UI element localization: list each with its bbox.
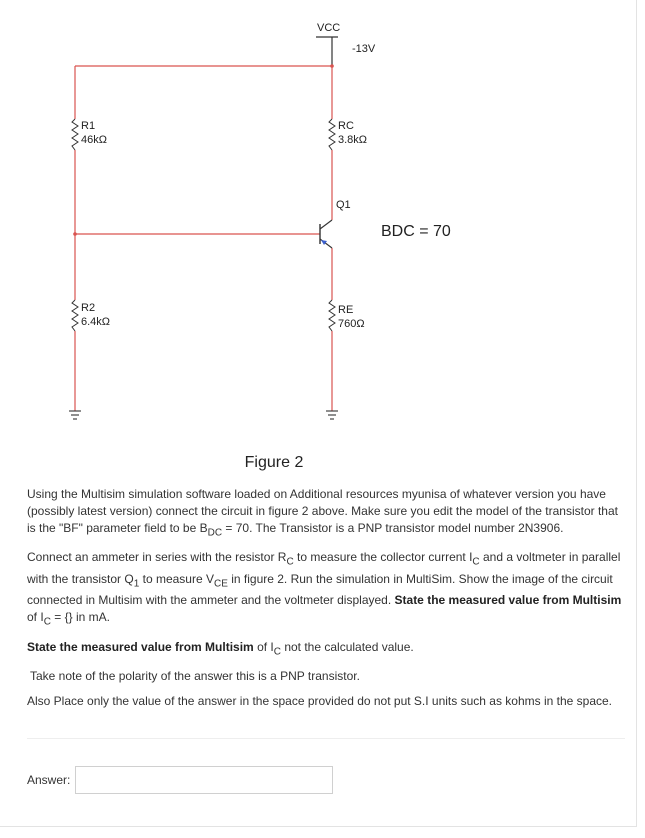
answer-label: Answer: [27, 773, 71, 787]
paragraph-units-note: Also Place only the value of the answer in the space provided do not put S.I units such as kohms in the space. [27, 693, 613, 708]
paragraph-measurement: Connect an ammeter in series with the resistor $R_C$ to measure the collector current $I_C$ and a voltmeter in parallel with the transistor $Q_1$ to measure $V_{CE}$ in figure 2. Run the simulation in MultiSim. Show the image of the circuit connected in Multisim with the ammeter and the voltmeter displayed. State the measured value from Multisim of $I_C$ = {} in mA. [27, 550, 622, 628]
re-value: 760Ω [338, 318, 365, 330]
rc-resistor [329, 119, 335, 150]
re-name: RE [338, 304, 354, 316]
answer-input[interactable] [75, 766, 333, 794]
paragraph-polarity-note: Take note of the polarity of the answer this is a PNP transistor. [30, 668, 360, 683]
vcc-value: -13V [352, 43, 376, 55]
vcc-label: VCC [317, 22, 341, 34]
question-text [27, 486, 627, 718]
r1-name: R1 [81, 120, 96, 132]
ground-icon [69, 411, 81, 419]
paragraph-instructions: Using the Multisim simulation software loaded on Additional resources myunisa of whatever version you have (possibly latest version) connect the circuit in figure 2 above. Make sure you edit the model of the transistor that is the "BF" parameter field to be $B_{DC} = 70$. The Transistor is a PNP transistor model number 2N3906. [27, 487, 618, 539]
figure-caption: Figure 2 [244, 454, 304, 471]
r2-name: R2 [81, 302, 96, 314]
ground-icon [326, 411, 338, 419]
re-resistor [329, 300, 335, 331]
q1-name: Q1 [336, 199, 351, 211]
r2-resistor [72, 300, 78, 331]
bdc-label: BDC = 70 [381, 223, 451, 240]
rc-value: 3.8kΩ [338, 134, 368, 146]
r1-value: 46kΩ [81, 134, 107, 146]
q1-transistor [320, 220, 332, 248]
vcc-junction [330, 64, 334, 68]
divider [27, 738, 625, 739]
paragraph-state-measured: State the measured value from Multisim of $I_C$ not the calculated value. [27, 639, 414, 657]
circuit-wires [75, 66, 332, 411]
r2-value: 6.4kΩ [81, 316, 111, 328]
base-junction [73, 232, 77, 236]
rc-name: RC [338, 120, 354, 132]
r1-resistor [72, 119, 78, 150]
